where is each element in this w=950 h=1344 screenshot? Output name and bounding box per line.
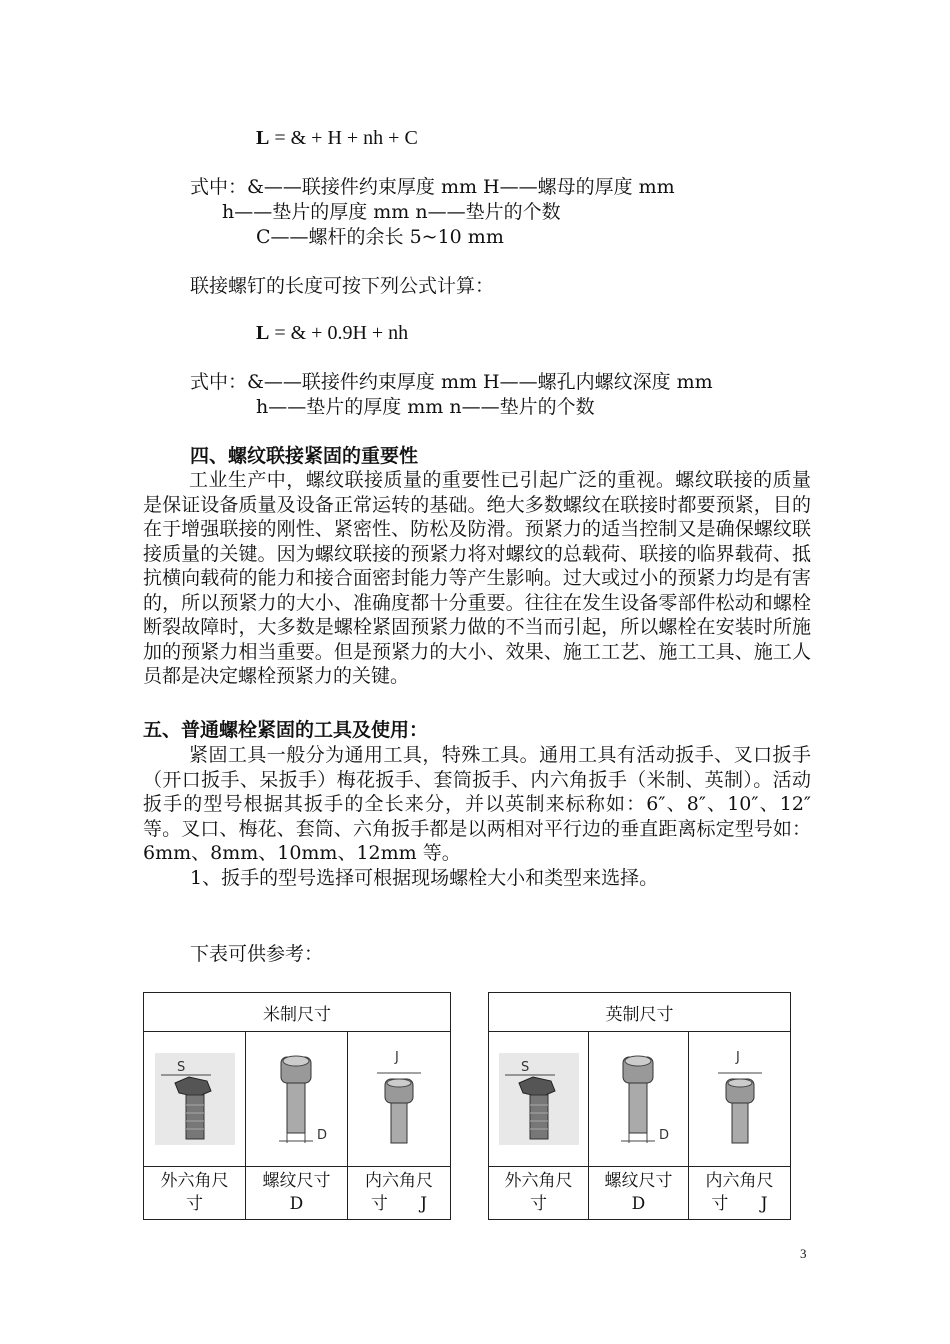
section-5-heading: 五、普通螺栓紧固的工具及使用：	[143, 719, 429, 741]
section-5-item-1: 1、扳手的型号选择可根据现场螺栓大小和类型来选择。	[190, 867, 659, 889]
metric-caption-thread	[246, 1167, 348, 1220]
screw-length-intro: 联接螺钉的长度可按下列公式计算：	[190, 275, 495, 297]
caption-line-1: 外六角尺	[504, 1171, 573, 1191]
legend-1-line-2: h——垫片的厚度 mm n——垫片的个数	[222, 201, 561, 223]
imperial-size-table	[488, 992, 791, 1220]
caption-line-1: 内六角尺	[705, 1171, 774, 1191]
metric-hex-bolt-cell	[144, 1032, 246, 1167]
socket-head-icon	[359, 1049, 439, 1149]
metric-caption-hex	[144, 1167, 246, 1220]
s-label: S	[520, 1060, 529, 1075]
metric-socket-head-cell	[348, 1032, 451, 1167]
formula-1-expr: = & + H + nh + C	[269, 127, 418, 149]
caption-line-1: 螺纹尺寸	[262, 1171, 331, 1191]
caption-line-2: 寸	[186, 1194, 203, 1214]
imperial-socket-screw-cell	[589, 1032, 689, 1167]
section-5-body: 紧固工具一般分为通用工具，特殊工具。通用工具有活动扳手、叉口扳手（开口扳手、呆扳手）梅花扳手、套筒扳手、内六角扳手（米制、英制）。活动扳手的型号根据其扳手的全长来分，并以英制来标称如：6″、8″、10″、12″等。叉口、梅花、套筒、六角扳手都是以两相对平行边的垂直距离标定型号如：6mm、8mm、10mm、12mm 等。	[143, 744, 811, 864]
d-label: D	[316, 1128, 327, 1143]
legend-1-line-3: C——螺杆的余长 5~10 mm	[256, 226, 504, 248]
d-label: D	[658, 1128, 669, 1143]
formula-2-expr: = & + 0.9H + nh	[269, 322, 409, 344]
formula-1-var: L	[256, 127, 270, 149]
metric-table-title: 米制尺寸	[144, 993, 451, 1032]
hex-bolt-icon	[499, 1053, 579, 1145]
legend-1-line-1: 式中：&——联接件约束厚度 mm H——螺母的厚度 mm	[190, 176, 675, 198]
s-label: S	[176, 1060, 185, 1075]
caption-line-1: 内六角尺	[365, 1171, 433, 1191]
imperial-socket-head-cell	[689, 1032, 791, 1167]
page-number: 3	[800, 1246, 807, 1261]
metric-socket-screw-cell	[246, 1032, 348, 1167]
caption-line-1: 外六角尺	[160, 1171, 229, 1191]
section-4-body: 工业生产中，螺纹联接质量的重要性已引起广泛的重视。螺纹联接的质量是保证设备质量及设备正常运转的基础。绝大多数螺纹在联接时都要预紧，目的在于增强联接的刚性、紧密性、防松及防滑。预紧力的适当控制又是确保螺纹联接质量的关键。因为螺纹联接的预紧力将对螺纹的总载荷、联接的临界载荷、抵抗横向载荷的能力和接合面密封能力等产生影响。过大或过小的预紧力均是有害的，所以预紧力的大小、准确度都十分重要。往往在发生设备零部件松动和螺栓断裂故障时，大多数是螺栓紧固预紧力做的不当而引起，所以螺栓在安装时所施加的预紧力相当重要。但是预紧力的大小、效果、施工工艺、施工工具、施工人员都是决定螺栓预紧力的关键。	[143, 469, 811, 687]
table-intro: 下表可供参考：	[190, 943, 324, 965]
j-label: J	[395, 1050, 399, 1065]
caption-line-1: 螺纹尺寸	[604, 1171, 673, 1191]
caption-line-2: 寸	[530, 1194, 547, 1214]
formula-2-var: L	[256, 322, 270, 344]
formula-2	[256, 321, 408, 345]
metric-caption-socket	[348, 1167, 451, 1220]
metric-size-table	[143, 992, 451, 1220]
j-label: J	[735, 1050, 740, 1065]
imperial-caption-thread	[589, 1167, 689, 1220]
socket-screw-icon	[257, 1049, 337, 1149]
legend-2-line-1: 式中：&——联接件约束厚度 mm H——螺孔内螺纹深度 mm	[190, 371, 713, 393]
socket-screw-icon	[599, 1049, 679, 1149]
caption-line-2: 寸 J	[370, 1194, 428, 1214]
caption-line-2: 寸 J	[711, 1194, 768, 1214]
section-4-heading: 四、螺纹联接紧固的重要性	[190, 445, 419, 467]
hex-bolt-icon	[155, 1053, 235, 1145]
socket-head-icon	[700, 1049, 780, 1149]
imperial-caption-socket	[689, 1167, 791, 1220]
caption-line-2: D	[631, 1194, 646, 1214]
caption-line-2: D	[289, 1194, 304, 1214]
imperial-caption-hex	[489, 1167, 589, 1220]
imperial-hex-bolt-cell	[489, 1032, 589, 1167]
legend-2-line-2: h——垫片的厚度 mm n——垫片的个数	[256, 396, 595, 418]
imperial-table-title: 英制尺寸	[489, 993, 791, 1032]
formula-1	[256, 126, 418, 150]
